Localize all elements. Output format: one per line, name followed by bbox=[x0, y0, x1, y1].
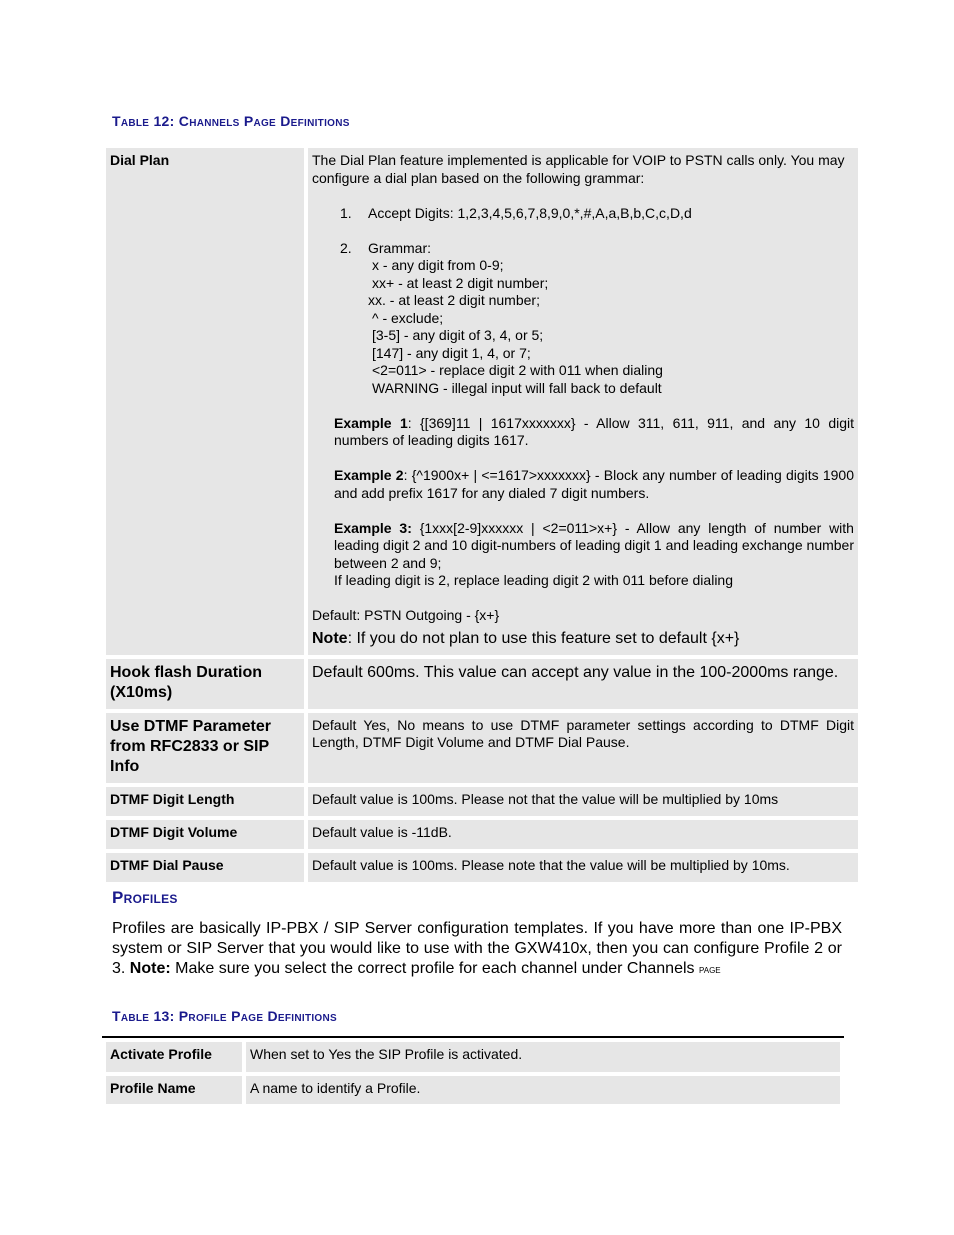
grammar-line: ^ - exclude; bbox=[372, 309, 444, 326]
dial-plan-label: Dial Plan bbox=[106, 148, 304, 655]
example-3 bbox=[312, 520, 854, 573]
dial-plan-default: Default: PSTN Outgoing - {x+} bbox=[312, 607, 500, 623]
profiles-paragraph bbox=[112, 919, 842, 979]
dtmf-digit-volume-label: DTMF Digit Volume bbox=[106, 820, 304, 849]
dtmf-dial-pause-label: DTMF Dial Pause bbox=[106, 853, 304, 882]
accept-digits-text: Accept Digits: 1,2,3,4,5,6,7,8,9,0,*,#,A,a,B,b,C,c,D,d bbox=[368, 204, 692, 221]
example-1-text: : {[369]11 | 1617xxxxxxx} - Allow 311, 611, 911, and any 10 digit numbers of leading digits 1617. bbox=[334, 414, 855, 448]
table-12-caption: Table 12: Channels Page Definitions bbox=[112, 113, 350, 129]
grammar-line: x - any digit from 0-9; bbox=[372, 257, 504, 273]
list-number: 1. bbox=[340, 204, 352, 221]
activate-profile-description: When set to Yes the SIP Profile is activated. bbox=[246, 1042, 840, 1072]
dtmf-digit-volume-description: Default value is -11dB. bbox=[308, 820, 858, 849]
example-2 bbox=[312, 467, 854, 502]
example-3-text: {1xxx[2-9]xxxxxx | <2=011>x+} - Allow any length of number with leading digit 2 and 10 digit-numbers of leading digit 1 and leading exchange number between 2 and 9; bbox=[334, 519, 854, 571]
dtmf-dial-pause-description: Default value is 100ms. Please note that the value will be multiplied by 10ms. bbox=[308, 853, 858, 882]
example-3-label: Example 3: bbox=[334, 519, 412, 536]
dtmf-digit-length-label: DTMF Digit Length bbox=[106, 787, 304, 816]
table-row bbox=[106, 853, 858, 882]
example-1-label: Example 1 bbox=[334, 414, 408, 431]
grammar-line: WARNING - illegal input will fall back to default bbox=[372, 379, 662, 396]
note-text: : If you do not plan to use this feature set to default {x+} bbox=[347, 629, 740, 647]
profiles-intro-text: Profiles are basically IP-PBX / SIP Server configuration templates. If you have more than one IP-PBX system or SIP Server that you would like to use with the GXW410x, then you can configure Profile 2 or 3. bbox=[112, 920, 842, 977]
grammar-list bbox=[312, 257, 854, 397]
profiles-note-tail: page bbox=[698, 962, 721, 976]
profiles-heading: Profiles bbox=[112, 888, 178, 907]
example-2-text: : {^1900x+ | <=1617>xxxxxxx} - Block any number of leading digits 1900 and add prefix 1617 for any dialed 7 digit numbers. bbox=[334, 467, 854, 501]
profiles-note-label: Note: bbox=[129, 960, 171, 977]
list-item bbox=[312, 240, 854, 258]
profile-name-label: Profile Name bbox=[106, 1076, 242, 1104]
hook-flash-label: Hook flash Duration (X10ms) bbox=[106, 659, 304, 709]
grammar-line: <2=011> - replace digit 2 with 011 when dialing bbox=[372, 362, 663, 378]
use-dtmf-description: Default Yes, No means to use DTMF parameter settings according to DTMF Digit Length, DTMF Digit Volume and DTMF Dial Pause. bbox=[308, 713, 858, 783]
grammar-line: xx+ - at least 2 digit number; bbox=[372, 274, 549, 291]
activate-profile-label: Activate Profile bbox=[106, 1042, 242, 1072]
dtmf-digit-length-description: Default value is 100ms. Please not that the value will be multiplied by 10ms bbox=[308, 787, 858, 816]
dial-plan-intro: The Dial Plan feature implemented is applicable for VOIP to PSTN calls only. You may configure a dial plan based on the following grammar: bbox=[312, 152, 845, 186]
table-row bbox=[106, 713, 858, 783]
table-13-caption: Table 13: Profile Page Definitions bbox=[112, 1008, 338, 1024]
dial-plan-note bbox=[312, 629, 854, 649]
table-row bbox=[106, 148, 858, 655]
channels-definitions-table bbox=[102, 144, 862, 886]
grammar-line: [3-5] - any digit of 3, 4, or 5; bbox=[372, 327, 544, 343]
profiles-note-text: Make sure you select the correct profile for each channel under Channels bbox=[170, 960, 699, 977]
note-label: Note bbox=[312, 629, 348, 647]
table-row bbox=[106, 1076, 840, 1104]
grammar-heading: Grammar: bbox=[368, 239, 431, 256]
example-2-label: Example 2 bbox=[334, 467, 404, 483]
profile-name-description: A name to identify a Profile. bbox=[246, 1076, 840, 1104]
table-row bbox=[106, 659, 858, 709]
table-row bbox=[106, 787, 858, 816]
hook-flash-description: Default 600ms. This value can accept any value in the 100-2000ms range. bbox=[308, 659, 858, 709]
example-1 bbox=[312, 415, 854, 450]
profile-definitions-table bbox=[102, 1036, 844, 1108]
use-dtmf-label: Use DTMF Parameter from RFC2833 or SIP Info bbox=[106, 713, 304, 783]
table-row bbox=[106, 1042, 840, 1072]
list-item bbox=[312, 205, 854, 223]
grammar-line: [147] - any digit 1, 4, or 7; bbox=[372, 344, 531, 361]
grammar-line: xx. - at least 2 digit number; bbox=[368, 292, 540, 308]
list-number: 2. bbox=[340, 239, 352, 256]
example-3-extra: If leading digit is 2, replace leading digit 2 with 011 before dialing bbox=[334, 572, 733, 588]
table-row bbox=[106, 820, 858, 849]
dial-plan-description bbox=[308, 148, 858, 655]
